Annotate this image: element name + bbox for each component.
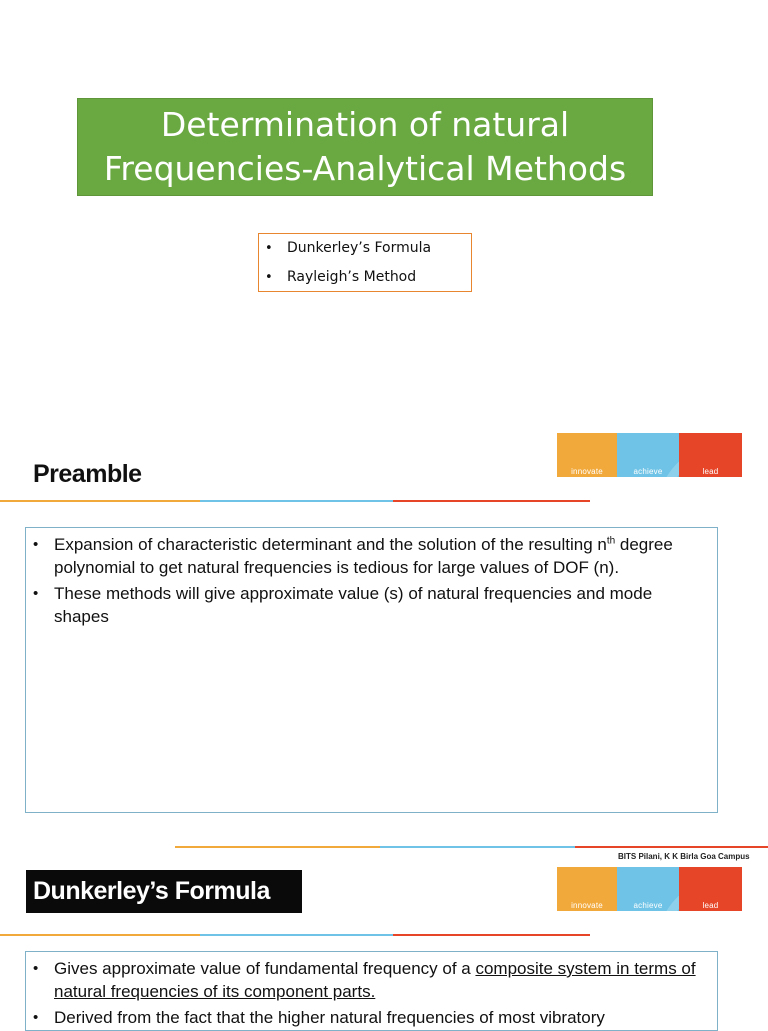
- dunkerley-heading: Dunkerley’s Formula: [26, 870, 302, 913]
- methods-list: [258, 233, 472, 292]
- method-dunkerley: Dunkerley’s Formula: [287, 240, 432, 256]
- brand-segment-lead: [679, 867, 742, 911]
- bullet-marker: •: [33, 536, 39, 553]
- brand-segment-innovate: [557, 867, 617, 911]
- preamble-content: [25, 527, 718, 813]
- divider-line: [0, 934, 590, 936]
- brand-strip: [557, 433, 742, 477]
- brand-word-innovate: innovate: [571, 467, 603, 476]
- bullet-marker: •: [33, 1009, 39, 1026]
- brand-segment-achieve: [617, 867, 679, 911]
- campus-footer: BITS Pilani, K K Birla Goa Campus: [618, 852, 750, 861]
- bullet-marker: •: [33, 585, 39, 602]
- list-item: [265, 263, 471, 292]
- list-item: • These methods will give approximate value (s) of natural frequencies and mode shapes: [33, 584, 653, 626]
- method-rayleigh: Rayleigh’s Method: [287, 269, 417, 285]
- brand-segment-achieve: [617, 433, 679, 477]
- brand-word-lead: lead: [702, 901, 719, 910]
- list-item: • Derived from the fact that the higher natural frequencies of most vibratory: [33, 1008, 605, 1027]
- list-item: [265, 234, 471, 263]
- bullet-marker: •: [265, 241, 273, 256]
- slide-title-line-1: Determination of natural: [160, 105, 570, 144]
- bullet-marker: •: [33, 960, 39, 977]
- bullet-marker: •: [265, 270, 273, 285]
- top-divider-line: [175, 846, 768, 848]
- brand-word-achieve: achieve: [633, 467, 663, 476]
- slide-title-line-2: Frequencies-Analytical Methods: [103, 149, 627, 188]
- brand-word-achieve: achieve: [633, 901, 663, 910]
- brand-word-innovate: innovate: [571, 901, 603, 910]
- brand-segment-lead: [679, 433, 742, 477]
- list-item: • Gives approximate value of fundamental frequency of a composite system in terms of natural frequencies of its component parts.: [33, 959, 696, 1001]
- brand-segment-innovate: [557, 433, 617, 477]
- brand-word-lead: lead: [702, 467, 719, 476]
- divider-line: [0, 500, 590, 502]
- list-item: • Expansion of characteristic determinant and the solution of the resulting $n^{th}$ degree polynomial to get natural frequencies is tedious for large values of DOF (n).: [33, 535, 673, 577]
- preamble-heading: Preamble: [33, 460, 142, 488]
- slide-title: [77, 98, 653, 196]
- brand-strip: [557, 867, 742, 911]
- dunkerley-content: [25, 951, 718, 1031]
